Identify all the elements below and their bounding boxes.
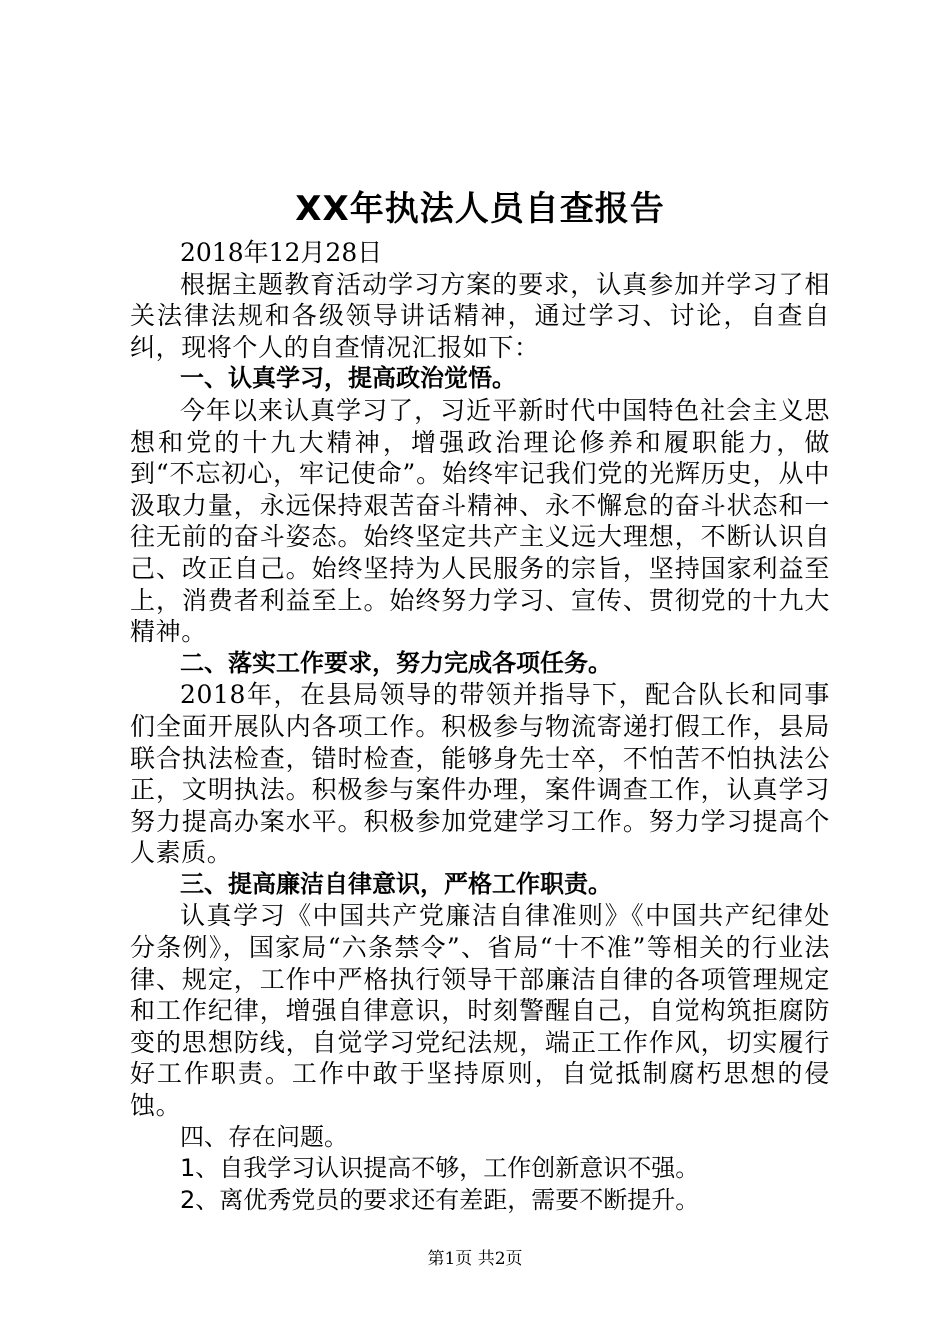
report-date: 2018年12月28日 <box>180 238 383 267</box>
document-page <box>130 183 830 1216</box>
page-footer: 第1页 共2页 <box>427 1249 523 1269</box>
problem-item-2: 2、离优秀党员的要求还有差距，需要不断提升。 <box>180 1185 700 1214</box>
section-1-body: 今年以来认真学习了，习近平新时代中国特色社会主义思想和党的十九大精神，增强政治理论修养和履职能力，做到“不忘初心，牢记使命”。始终牢记我们党的光辉历史，从中汲取力量，永远保持艰苦奋斗精神、永不懈怠的奋斗状态和一往无前的奋斗姿态。始终坚定共产主义远大理想，不断认识自己、改正自己。始终坚持为人民服务的宗旨，坚持国家利益至上，消费者利益至上。始终努力学习、宣传、贯彻党的十九大精神。 <box>130 395 830 647</box>
section-3-heading: 三、提高廉洁自律意识，严格工作职责。 <box>180 869 612 898</box>
section-2-heading: 二、落实工作要求，努力完成各项任务。 <box>180 648 612 677</box>
section-3-body: 认真学习《中国共产党廉洁自律准则》《中国共产纪律处分条例》，国家局“六条禁令”、省局“十不准”等相关的行业法律、规定，工作中严格执行领导干部廉洁自律的各项管理规定和工作纪律，增强自律意识，时刻警醒自己，自觉构筑拒腐防变的思想防线，自觉学习党纪法规，端正工作作风，切实履行好工作职责。工作中敢于坚持原则，自觉抵制腐朽思想的侵蚀。 <box>130 901 830 1121</box>
section-2-body: 2018年，在县局领导的带领并指导下，配合队长和同事们全面开展队内各项工作。积极参与物流寄递打假工作，县局联合执法检查，错时检查，能够身先士卒，不怕苦不怕执法公正，文明执法。积极参与案件办理，案件调查工作，认真学习努力提高办案水平。积极参加党建学习工作。努力学习提高个人素质。 <box>130 680 830 868</box>
problems-heading: 四、存在问题。 <box>180 1122 348 1151</box>
problem-item-1: 1、自我学习认识提高不够，工作创新意识不强。 <box>180 1154 700 1183</box>
document-title: XX年执法人员自查报告 <box>295 189 665 229</box>
section-1-heading: 一、认真学习，提高政治觉悟。 <box>180 364 516 393</box>
intro-paragraph: 根据主题教育活动学习方案的要求，认真参加并学习了相关法律法规和各级领导讲话精神，通过学习、讨论，自查自纠，现将个人的自查情况汇报如下： <box>130 269 830 362</box>
